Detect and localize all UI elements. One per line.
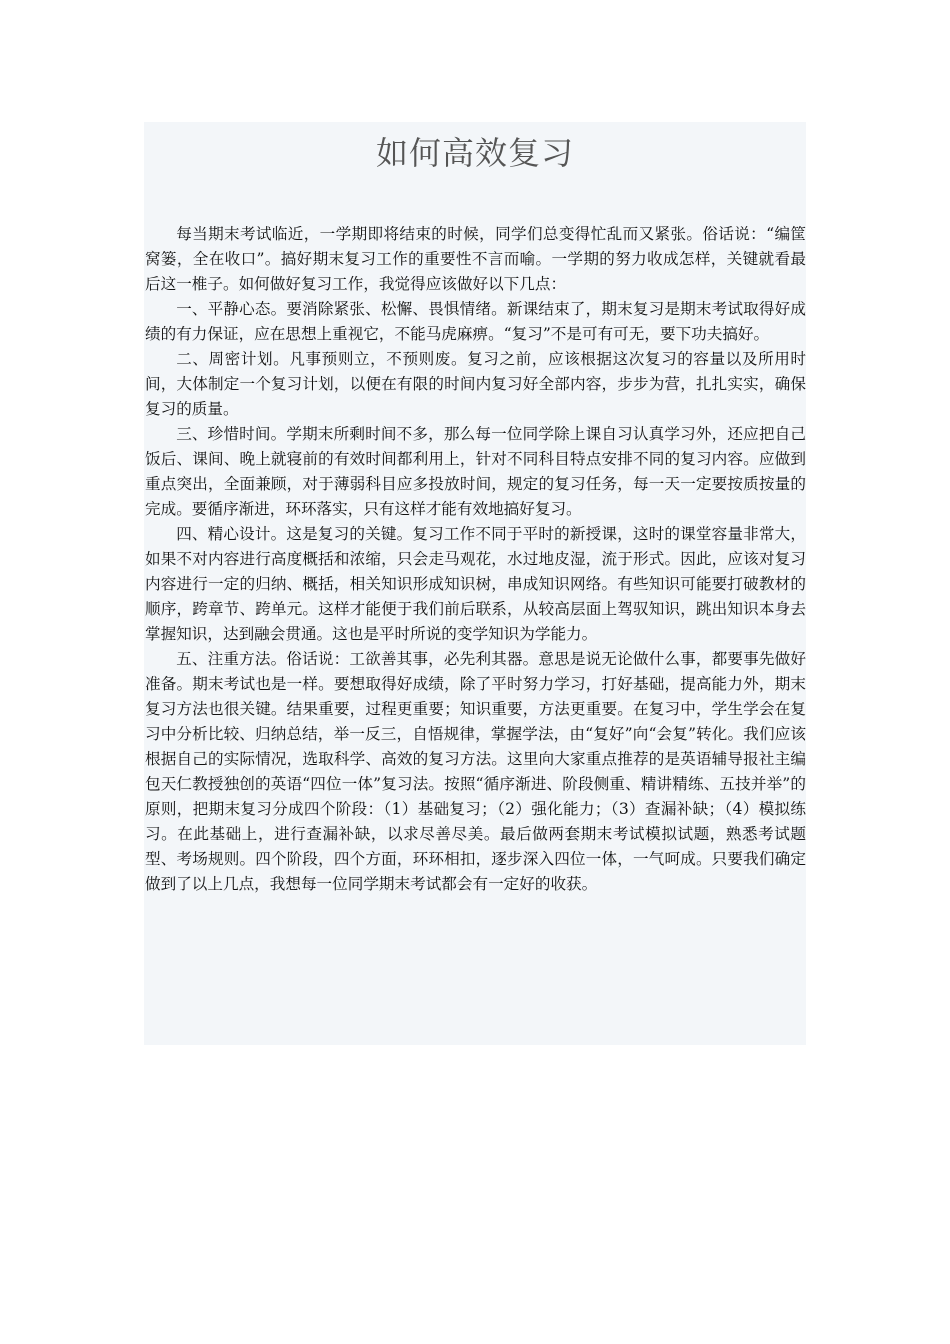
document-body <box>145 222 806 897</box>
paragraph-point-4: 四、精心设计。这是复习的关键。复习工作不同于平时的新授课，这时的课堂容量非常大，如果不对内容进行高度概括和浓缩，只会走马观花，水过地皮湿，流于形式。因此，应该对复习内容进行一定的归纳、概括，相关知识形成知识树，串成知识网络。有些知识可能要打破教材的顺序，跨章节、跨单元。这样才能便于我们前后联系，从较高层面上驾驭知识，跳出知识本身去掌握知识，达到融会贯通。这也是平时所说的变学知识为学能力。 <box>145 525 806 643</box>
paragraph-point-1: 一、平静心态。要消除紧张、松懈、畏惧情绪。新课结束了，期末复习是期末考试取得好成绩的有力保证，应在思想上重视它，不能马虎麻痹。“复习”不是可有可无，要下功夫搞好。 <box>145 300 806 343</box>
paragraph-point-3: 三、珍惜时间。学期末所剩时间不多，那么每一位同学除上课自习认真学习外，还应把自己饭后、课间、晚上就寝前的有效时间都利用上，针对不同科目特点安排不同的复习内容。应做到重点突出，全面兼顾，对于薄弱科目应多投放时间，规定的复习任务，每一天一定要按质按量的完成。要循序渐进，环环落实，只有这样才能有效地搞好复习。 <box>145 425 806 518</box>
paragraph-intro: 每当期末考试临近，一学期即将结束的时候，同学们总变得忙乱而又紧张。俗话说：“编筐窝篓，全在收口”。搞好期末复习工作的重要性不言而喻。一学期的努力收成怎样，关键就看最后这一椎子。如何做好复习工作，我觉得应该做好以下几点： <box>145 225 806 293</box>
paragraph-point-5: 五、注重方法。俗话说：工欲善其事，必先利其器。意思是说无论做什么事，都要事先做好准备。期末考试也是一样。要想取得好成绩，除了平时努力学习，打好基础，提高能力外，期末复习方法也很关键。结果重要，过程更重要；知识重要，方法更重要。在复习中，学生学会在复习中分析比较、归纳总结，举一反三，自悟规律，掌握学法，由“复好”向“会复”转化。我们应该根据自己的实际情况，选取科学、高效的复习方法。这里向大家重点推荐的是英语辅导报社主编包天仁教授独创的英语“四位一体”复习法。按照“循序渐进、阶段侧重、精讲精练、五技并举”的原则，把期末复习分成四个阶段：（1）基础复习；（2）强化能力；（3）查漏补缺；（4）模拟练习。在此基础上，进行查漏补缺，以求尽善尽美。最后做两套期末考试模拟试题，熟悉考试题型、考场规则。四个阶段，四个方面，环环相扣，逐步深入四位一体，一气呵成。只要我们确定做到了以上几点，我想每一位同学期末考试都会有一定好的收获。 <box>145 650 806 893</box>
document-title: 如何高效复习 <box>375 134 574 172</box>
paragraph-point-2: 二、周密计划。凡事预则立，不预则废。复习之前，应该根据这次复习的容量以及所用时间，大体制定一个复习计划，以便在有限的时间内复习好全部内容，步步为营，扎扎实实，确保复习的质量。 <box>145 350 806 418</box>
